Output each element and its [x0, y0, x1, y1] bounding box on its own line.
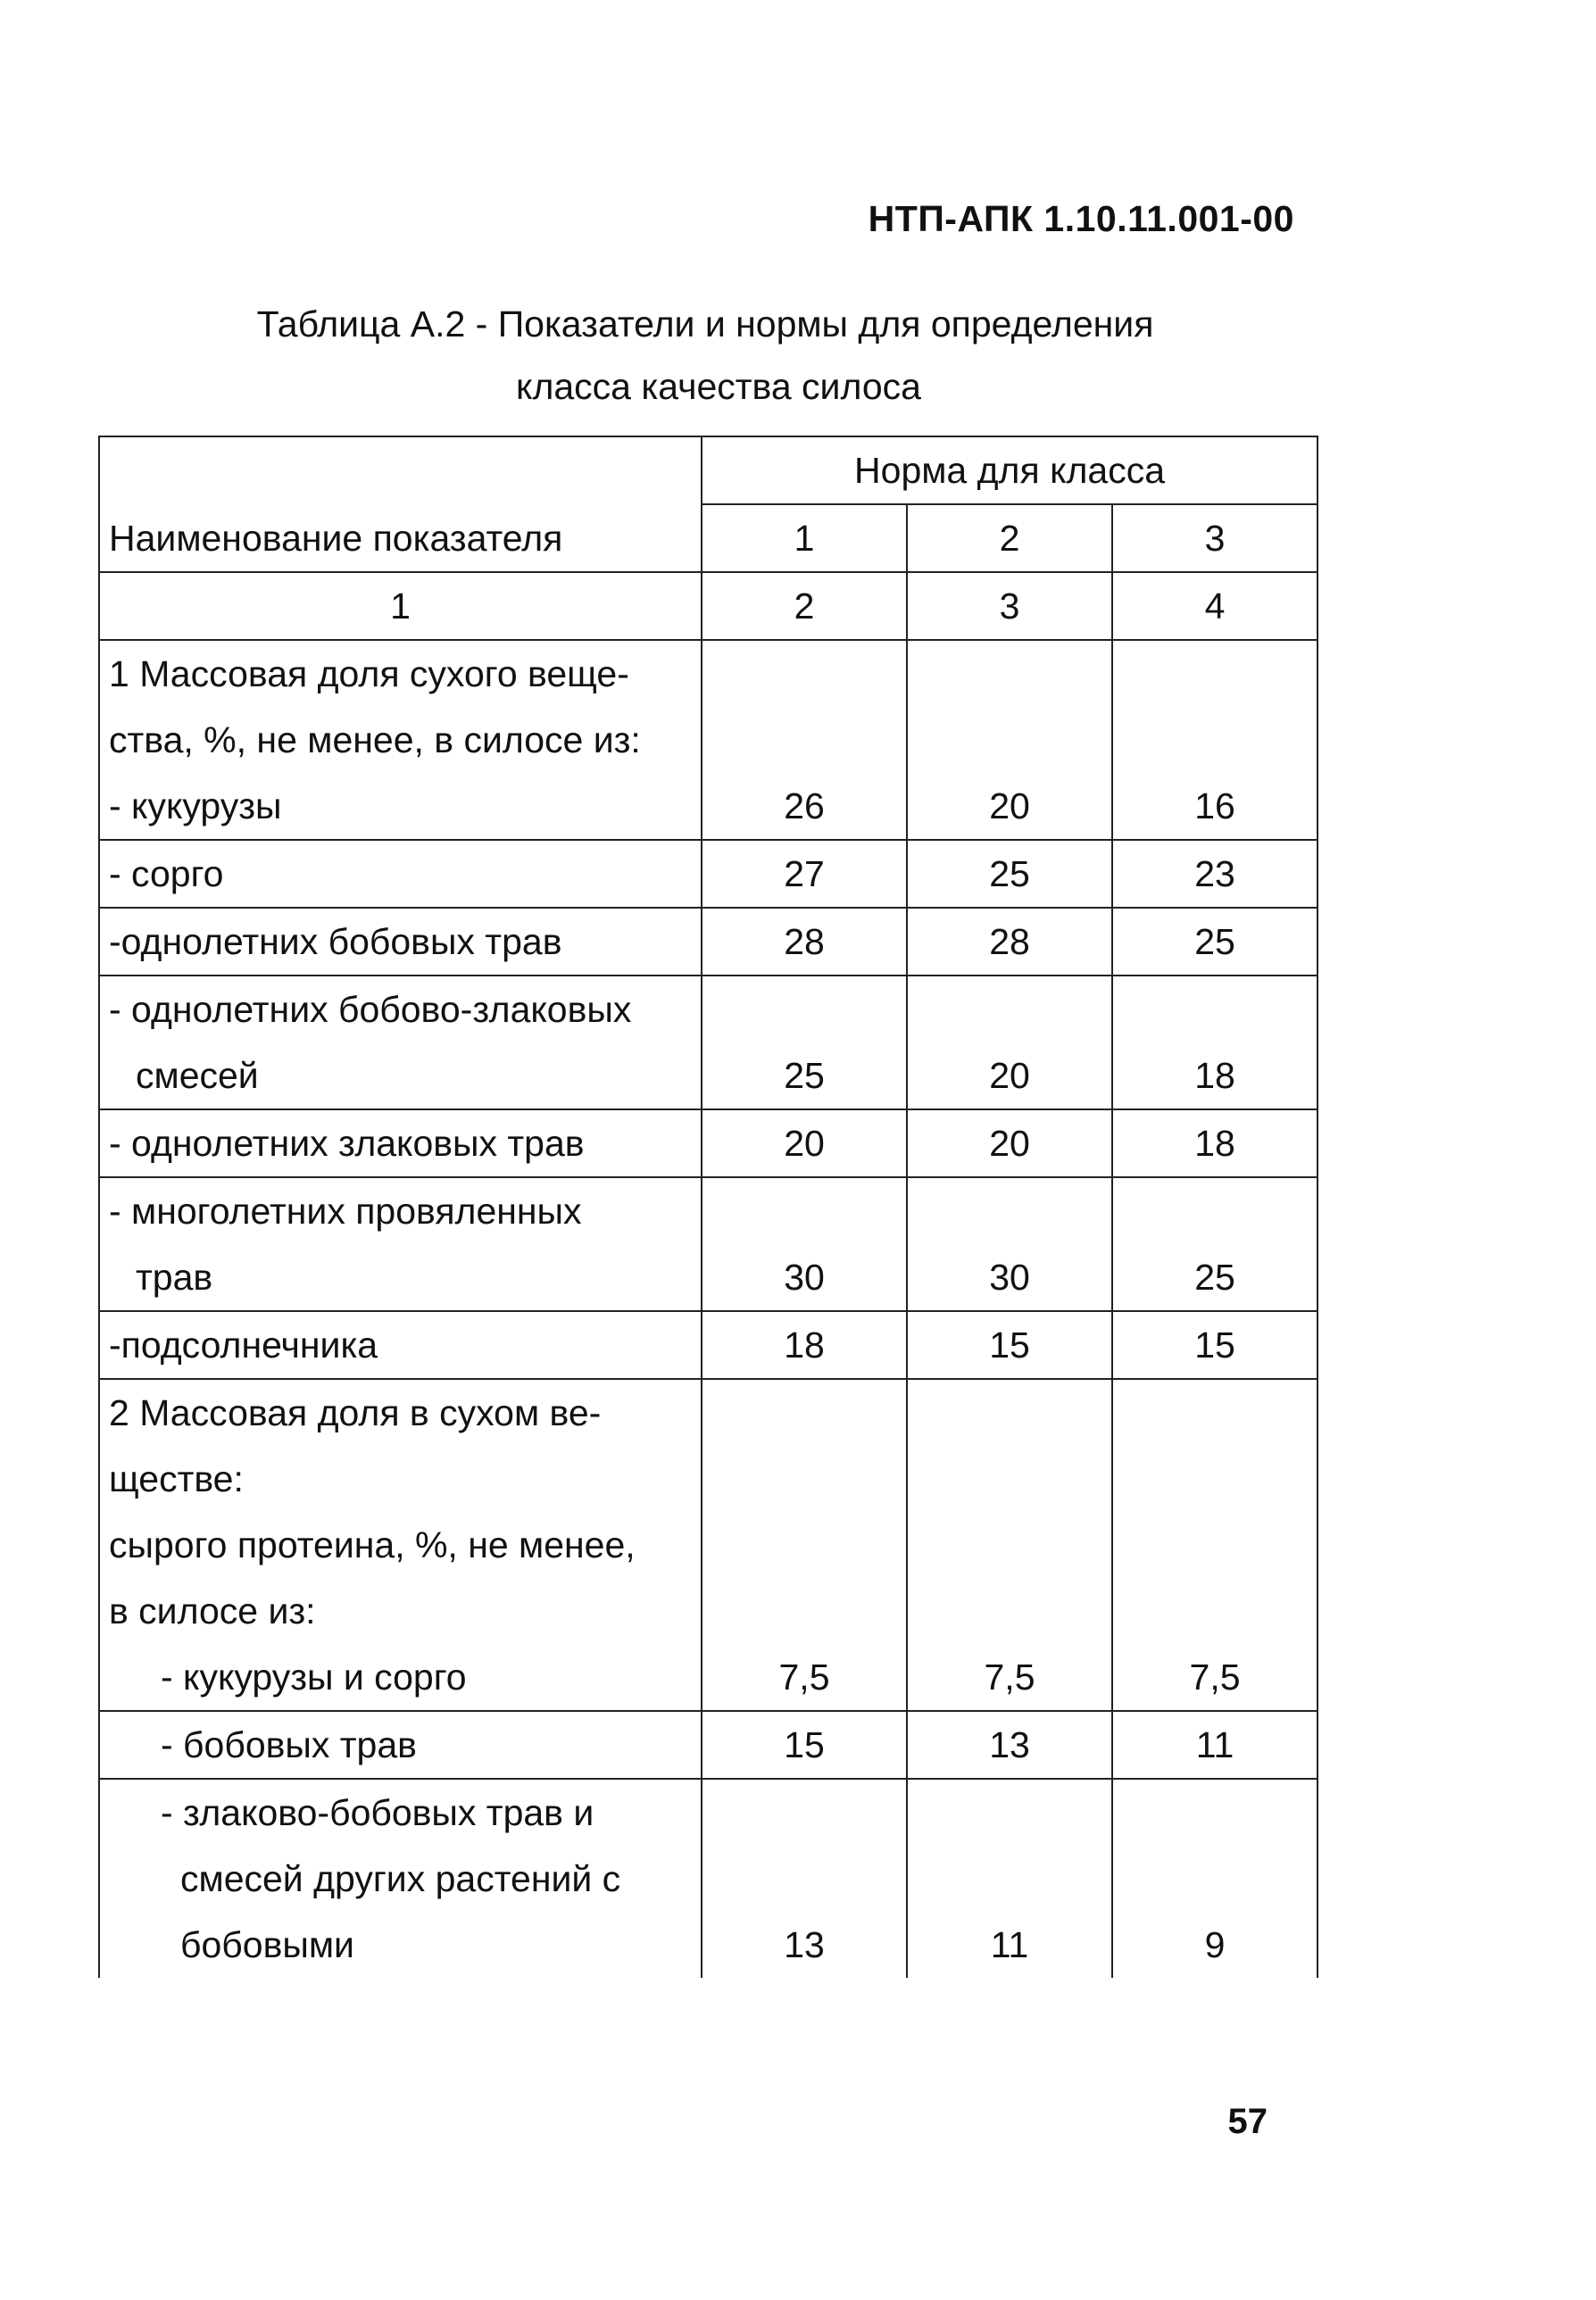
value-cell: 20 [702, 1109, 907, 1177]
value-cell: 20 [907, 1109, 1112, 1177]
table-row [99, 1379, 1318, 1711]
row-label-line1: - многолетних провяленных [109, 1191, 582, 1232]
value-cell: 7,5 [702, 1379, 907, 1711]
value-cell: 25 [907, 840, 1112, 908]
value-cell: 7,5 [907, 1379, 1112, 1711]
row-label-text: - бобовых трав [161, 1724, 417, 1765]
class-header-2: 2 [907, 504, 1112, 572]
value-cell: 18 [702, 1311, 907, 1379]
value-cell: 15 [1112, 1311, 1318, 1379]
value-cell: 7,5 [1112, 1379, 1318, 1711]
row-label [99, 640, 702, 840]
row-label-line2: смесей [136, 1055, 259, 1096]
value-cell: 23 [1112, 840, 1318, 908]
row-label [99, 1711, 702, 1779]
value-cell: 25 [1112, 1177, 1318, 1311]
class-header-3: 3 [1112, 504, 1318, 572]
group2-row-label: - кукурузы и сорго [161, 1656, 467, 1698]
row-label-line2: смесей других растений с [180, 1858, 621, 1899]
value-cell: 25 [702, 976, 907, 1109]
group2-title-line1: 2 Массовая доля в сухом ве- [109, 1392, 602, 1433]
group1-row-label: - кукурузы [109, 785, 282, 826]
table-row [99, 908, 1318, 976]
class-header-1: 1 [702, 504, 907, 572]
row-label: - сорго [99, 840, 702, 908]
norms-table [98, 436, 1318, 1978]
value-cell: 16 [1112, 640, 1318, 840]
value-cell: 30 [702, 1177, 907, 1311]
row-label: -однолетних бобовых трав [99, 908, 702, 976]
column-number-1: 1 [99, 572, 702, 640]
row-label [99, 1779, 702, 1978]
table-title-line-1: Таблица А.2 - Показатели и нормы для определения [256, 303, 1154, 345]
header-indicator-name: Наименование показателя [99, 436, 702, 572]
row-label [99, 1177, 702, 1311]
table-row [99, 976, 1318, 1109]
value-cell: 18 [1112, 976, 1318, 1109]
value-cell: 9 [1112, 1779, 1318, 1978]
column-number-3: 3 [907, 572, 1112, 640]
row-label: - однолетних злаковых трав [99, 1109, 702, 1177]
value-cell: 11 [907, 1779, 1112, 1978]
table-row [99, 1109, 1318, 1177]
group2-title-line3: сырого протеина, %, не менее, [109, 1524, 636, 1565]
row-label-line1: - злаково-бобовых трав и [161, 1792, 594, 1833]
table-row [99, 1311, 1318, 1379]
value-cell: 27 [702, 840, 907, 908]
table-row [99, 1711, 1318, 1779]
table-row [99, 640, 1318, 840]
value-cell: 13 [702, 1779, 907, 1978]
document-code: НТП-АПК 1.10.11.001-00 [868, 198, 1294, 239]
row-label-line2: трав [136, 1257, 213, 1298]
row-label-line1: - однолетних бобово-злаковых [109, 989, 632, 1030]
group1-title-line2: ства, %, не менее, в силосе из: [109, 719, 641, 760]
norms-table-container [98, 436, 1317, 1978]
group2-title-line4: в силосе из: [109, 1590, 316, 1632]
value-cell: 30 [907, 1177, 1112, 1311]
row-label: -подсолнечника [99, 1311, 702, 1379]
group1-title-line1: 1 Массовая доля сухого веще- [109, 653, 629, 694]
row-label-line3: бобовыми [180, 1924, 354, 1965]
value-cell: 15 [907, 1311, 1112, 1379]
value-cell: 11 [1112, 1711, 1318, 1779]
group2-title-line2: ществе: [109, 1458, 244, 1499]
table-title-line-2: класса качества силоса [516, 366, 921, 407]
page-number: 57 [1227, 2102, 1268, 2141]
value-cell: 26 [702, 640, 907, 840]
value-cell: 25 [1112, 908, 1318, 976]
header-norm-for-class: Норма для класса [702, 436, 1318, 504]
table-row [99, 840, 1318, 908]
column-number-2: 2 [702, 572, 907, 640]
value-cell: 28 [907, 908, 1112, 976]
table-header-row [99, 436, 1318, 504]
value-cell: 13 [907, 1711, 1112, 1779]
column-numbers-row [99, 572, 1318, 640]
row-label [99, 1379, 702, 1711]
value-cell: 15 [702, 1711, 907, 1779]
row-label [99, 976, 702, 1109]
value-cell: 20 [907, 976, 1112, 1109]
column-number-4: 4 [1112, 572, 1318, 640]
value-cell: 20 [907, 640, 1112, 840]
table-row [99, 1779, 1318, 1978]
table-row [99, 1177, 1318, 1311]
value-cell: 18 [1112, 1109, 1318, 1177]
value-cell: 28 [702, 908, 907, 976]
